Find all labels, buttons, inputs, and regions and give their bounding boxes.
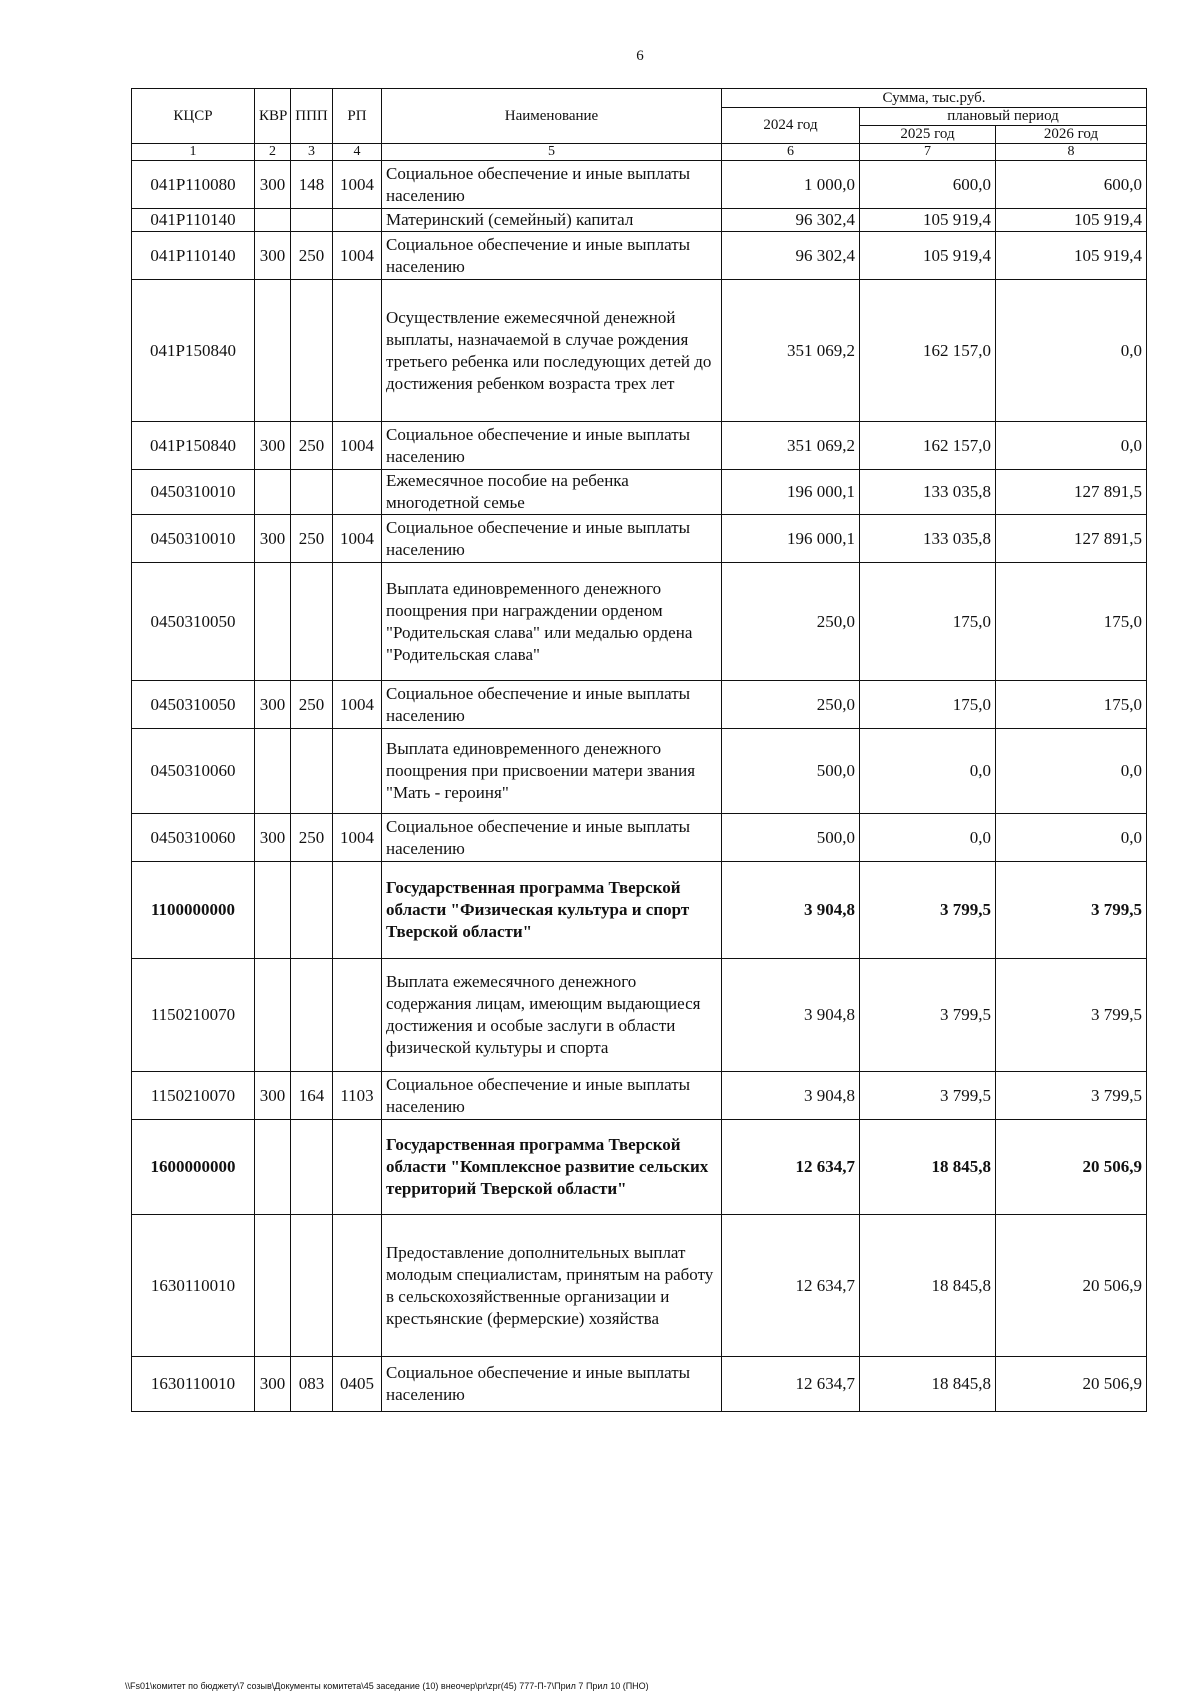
table-row [132, 729, 1147, 814]
table-row [132, 470, 1147, 515]
cell-kvr: 300 [255, 814, 291, 862]
cell-y2024: 196 000,1 [722, 515, 860, 563]
cell-ppp [291, 470, 333, 515]
col-number: 5 [382, 144, 722, 161]
cell-rp [333, 862, 382, 959]
cell-ppp: 250 [291, 232, 333, 280]
cell-rp: 1004 [333, 422, 382, 470]
cell-rp [333, 209, 382, 232]
cell-kcsr: 1630110010 [132, 1215, 255, 1357]
cell-rp [333, 959, 382, 1072]
cell-kcsr: 0450310010 [132, 470, 255, 515]
cell-kvr [255, 209, 291, 232]
table-row [132, 422, 1147, 470]
cell-y2026: 105 919,4 [996, 209, 1147, 232]
header-planning-period: плановый период [860, 108, 1147, 126]
cell-kvr [255, 563, 291, 681]
cell-name: Социальное обеспечение и иные выплаты населению [382, 1357, 722, 1412]
cell-ppp [291, 1120, 333, 1215]
table-row [132, 1120, 1147, 1215]
cell-ppp: 083 [291, 1357, 333, 1412]
cell-ppp: 250 [291, 814, 333, 862]
cell-y2026: 105 919,4 [996, 232, 1147, 280]
cell-y2025: 3 799,5 [860, 959, 996, 1072]
cell-kvr: 300 [255, 1357, 291, 1412]
cell-kcsr: 041P150840 [132, 280, 255, 422]
col-number: 4 [333, 144, 382, 161]
cell-y2024: 96 302,4 [722, 232, 860, 280]
cell-ppp: 164 [291, 1072, 333, 1120]
cell-kvr: 300 [255, 161, 291, 209]
cell-rp [333, 1120, 382, 1215]
cell-y2025: 18 845,8 [860, 1120, 996, 1215]
table-row [132, 161, 1147, 209]
footer-file-path: \\Fs01\комитет по бюджету\7 созыв\Документы комитета\45 заседание (10) внеочер\pr\zpr(45) 777-П-7\Прил 7 Прил 10 (ПНО) [125, 1681, 649, 1691]
cell-y2024: 250,0 [722, 563, 860, 681]
cell-y2026: 0,0 [996, 814, 1147, 862]
cell-rp: 1103 [333, 1072, 382, 1120]
cell-name: Социальное обеспечение и иные выплаты населению [382, 515, 722, 563]
cell-y2025: 18 845,8 [860, 1357, 996, 1412]
cell-kvr [255, 959, 291, 1072]
cell-ppp [291, 563, 333, 681]
cell-kcsr: 041P110140 [132, 209, 255, 232]
cell-kcsr: 0450310010 [132, 515, 255, 563]
cell-y2024: 351 069,2 [722, 422, 860, 470]
col-number: 2 [255, 144, 291, 161]
table-row [132, 862, 1147, 959]
cell-y2024: 196 000,1 [722, 470, 860, 515]
cell-y2026: 127 891,5 [996, 470, 1147, 515]
cell-ppp [291, 862, 333, 959]
header-sum: Сумма, тыс.руб. [722, 89, 1147, 108]
cell-y2025: 105 919,4 [860, 232, 996, 280]
cell-ppp [291, 1215, 333, 1357]
cell-name: Социальное обеспечение и иные выплаты населению [382, 1072, 722, 1120]
cell-y2026: 20 506,9 [996, 1357, 1147, 1412]
cell-kcsr: 041P150840 [132, 422, 255, 470]
cell-name: Социальное обеспечение и иные выплаты населению [382, 161, 722, 209]
cell-y2025: 175,0 [860, 563, 996, 681]
cell-rp: 1004 [333, 161, 382, 209]
table-row [132, 1357, 1147, 1412]
cell-kvr: 300 [255, 681, 291, 729]
table-row [132, 1215, 1147, 1357]
cell-y2025: 18 845,8 [860, 1215, 996, 1357]
cell-ppp: 250 [291, 515, 333, 563]
cell-kcsr: 1150210070 [132, 959, 255, 1072]
cell-y2024: 250,0 [722, 681, 860, 729]
cell-y2025: 162 157,0 [860, 422, 996, 470]
cell-y2025: 175,0 [860, 681, 996, 729]
cell-y2024: 12 634,7 [722, 1215, 860, 1357]
cell-kvr [255, 280, 291, 422]
cell-name: Осуществление ежемесячной денежной выплаты, назначаемой в случае рождения третьего ребенка или последующих детей до достижения ребенком возраста трех лет [382, 280, 722, 422]
table-row [132, 209, 1147, 232]
page-number: 6 [636, 48, 644, 64]
table-row [132, 959, 1147, 1072]
cell-y2024: 3 904,8 [722, 1072, 860, 1120]
cell-y2026: 0,0 [996, 422, 1147, 470]
cell-rp: 0405 [333, 1357, 382, 1412]
cell-y2026: 0,0 [996, 729, 1147, 814]
cell-rp: 1004 [333, 681, 382, 729]
cell-name: Государственная программа Тверской области "Физическая культура и спорт Тверской области" [382, 862, 722, 959]
cell-name: Предоставление дополнительных выплат молодым специалистам, принятым на работу в сельскохозяйственные организации и крестьянские (фермерские) хозяйства [382, 1215, 722, 1357]
cell-ppp [291, 729, 333, 814]
cell-kcsr: 0450310050 [132, 563, 255, 681]
cell-kvr [255, 1215, 291, 1357]
header-kvr: КВР [255, 89, 291, 144]
cell-kcsr: 1600000000 [132, 1120, 255, 1215]
cell-rp [333, 280, 382, 422]
cell-rp [333, 563, 382, 681]
cell-y2024: 500,0 [722, 814, 860, 862]
table-row [132, 515, 1147, 563]
cell-name: Материнский (семейный) капитал [382, 209, 722, 232]
cell-y2025: 3 799,5 [860, 862, 996, 959]
header-year-2024: 2024 год [722, 108, 860, 144]
header-kcsr: КЦСР [132, 89, 255, 144]
cell-kvr: 300 [255, 515, 291, 563]
cell-rp [333, 729, 382, 814]
cell-rp: 1004 [333, 515, 382, 563]
cell-y2026: 3 799,5 [996, 1072, 1147, 1120]
col-number: 8 [996, 144, 1147, 161]
cell-kcsr: 0450310050 [132, 681, 255, 729]
cell-ppp [291, 959, 333, 1072]
cell-rp [333, 470, 382, 515]
cell-kcsr: 0450310060 [132, 729, 255, 814]
cell-kcsr: 041P110080 [132, 161, 255, 209]
table-row [132, 563, 1147, 681]
cell-y2026: 0,0 [996, 280, 1147, 422]
cell-y2025: 133 035,8 [860, 470, 996, 515]
cell-rp: 1004 [333, 814, 382, 862]
cell-kcsr: 0450310060 [132, 814, 255, 862]
cell-kvr: 300 [255, 232, 291, 280]
cell-name: Выплата единовременного денежного поощрения при присвоении матери звания "Мать - героиня" [382, 729, 722, 814]
cell-kvr [255, 470, 291, 515]
col-number: 1 [132, 144, 255, 161]
cell-y2025: 162 157,0 [860, 280, 996, 422]
table-row [132, 814, 1147, 862]
cell-name: Государственная программа Тверской области "Комплексное развитие сельских территорий Тверской области" [382, 1120, 722, 1215]
cell-y2026: 3 799,5 [996, 959, 1147, 1072]
cell-name: Выплата ежемесячного денежного содержания лицам, имеющим выдающиеся достижения и особые заслуги в области физической культуры и спорта [382, 959, 722, 1072]
cell-name: Ежемесячное пособие на ребенка многодетной семье [382, 470, 722, 515]
cell-kvr: 300 [255, 422, 291, 470]
header-rp: РП [333, 89, 382, 144]
header-year-2025: 2025 год [860, 126, 996, 144]
cell-y2024: 351 069,2 [722, 280, 860, 422]
cell-y2026: 3 799,5 [996, 862, 1147, 959]
cell-y2024: 12 634,7 [722, 1120, 860, 1215]
cell-y2026: 127 891,5 [996, 515, 1147, 563]
table-row [132, 280, 1147, 422]
cell-kvr [255, 729, 291, 814]
cell-y2026: 175,0 [996, 681, 1147, 729]
cell-y2025: 133 035,8 [860, 515, 996, 563]
cell-ppp [291, 280, 333, 422]
col-number: 7 [860, 144, 996, 161]
cell-y2026: 600,0 [996, 161, 1147, 209]
cell-kvr [255, 862, 291, 959]
cell-y2026: 20 506,9 [996, 1120, 1147, 1215]
cell-y2024: 12 634,7 [722, 1357, 860, 1412]
col-number: 6 [722, 144, 860, 161]
cell-y2025: 0,0 [860, 729, 996, 814]
cell-y2026: 175,0 [996, 563, 1147, 681]
cell-ppp: 250 [291, 681, 333, 729]
cell-name: Социальное обеспечение и иные выплаты населению [382, 681, 722, 729]
cell-y2026: 20 506,9 [996, 1215, 1147, 1357]
header-year-2026: 2026 год [996, 126, 1147, 144]
cell-ppp [291, 209, 333, 232]
cell-rp [333, 1215, 382, 1357]
cell-name: Выплата единовременного денежного поощрения при награждении орденом "Родительская слава" или медалью ордена "Родительская слава" [382, 563, 722, 681]
cell-kcsr: 1630110010 [132, 1357, 255, 1412]
cell-kvr: 300 [255, 1072, 291, 1120]
cell-ppp: 250 [291, 422, 333, 470]
cell-y2024: 96 302,4 [722, 209, 860, 232]
cell-rp: 1004 [333, 232, 382, 280]
cell-y2025: 105 919,4 [860, 209, 996, 232]
budget-table [131, 88, 1147, 1412]
table-row [132, 681, 1147, 729]
header-name: Наименование [382, 89, 722, 144]
table-row [132, 1072, 1147, 1120]
col-number: 3 [291, 144, 333, 161]
cell-y2024: 3 904,8 [722, 862, 860, 959]
cell-kcsr: 041P110140 [132, 232, 255, 280]
cell-kcsr: 1150210070 [132, 1072, 255, 1120]
cell-y2025: 600,0 [860, 161, 996, 209]
cell-name: Социальное обеспечение и иные выплаты населению [382, 232, 722, 280]
cell-kcsr: 1100000000 [132, 862, 255, 959]
cell-name: Социальное обеспечение и иные выплаты населению [382, 422, 722, 470]
cell-y2024: 3 904,8 [722, 959, 860, 1072]
cell-y2024: 500,0 [722, 729, 860, 814]
header-ppp: ППП [291, 89, 333, 144]
cell-name: Социальное обеспечение и иные выплаты населению [382, 814, 722, 862]
cell-y2025: 3 799,5 [860, 1072, 996, 1120]
table-body [132, 161, 1147, 1412]
cell-ppp: 148 [291, 161, 333, 209]
cell-y2025: 0,0 [860, 814, 996, 862]
table-row [132, 232, 1147, 280]
cell-kvr [255, 1120, 291, 1215]
cell-y2024: 1 000,0 [722, 161, 860, 209]
